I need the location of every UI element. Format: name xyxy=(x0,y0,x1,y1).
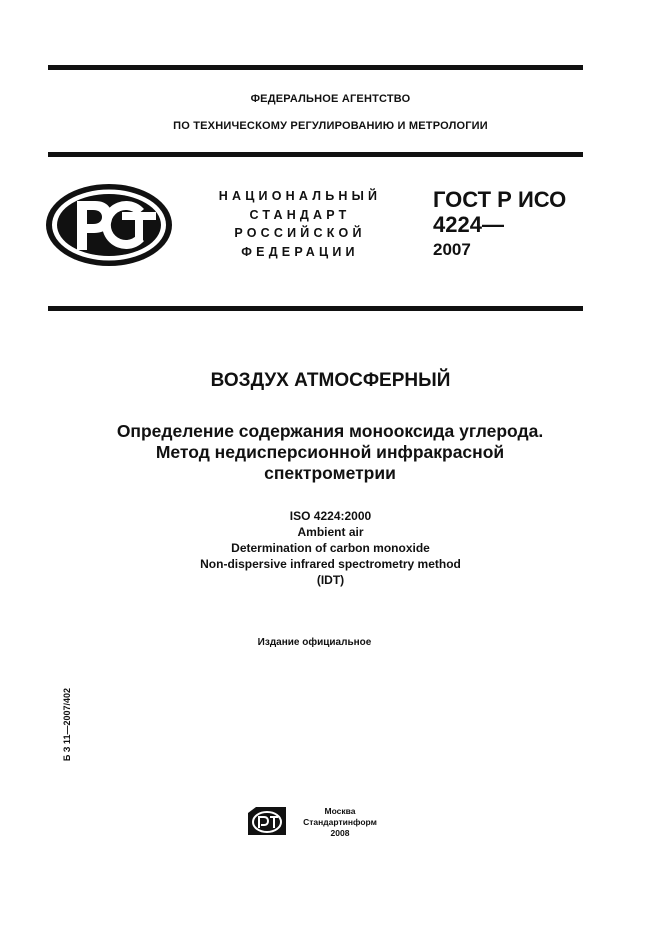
agency-line-1: ФЕДЕРАЛЬНОЕ АГЕНТСТВО xyxy=(250,93,411,105)
header-divider xyxy=(48,152,583,157)
publisher-imprint xyxy=(292,806,388,839)
iso-line-3: Determination of carbon monoxide xyxy=(231,541,430,555)
national-line-1: НАЦИОНАЛЬНЫЙ xyxy=(218,189,382,203)
iso-line-4: Non-dispersive infrared spectrometry method xyxy=(200,557,461,571)
gost-line-3: 2007 xyxy=(433,240,471,259)
standartinform-logo-icon xyxy=(246,805,288,837)
iso-line-1: ISO 4224:2000 xyxy=(289,509,372,523)
subtitle-line-1: Определение содержания монооксида углерода. xyxy=(116,421,544,441)
gost-line-1: ГОСТ Р ИСО xyxy=(433,187,567,212)
top-rule xyxy=(48,65,583,70)
gost-designation xyxy=(433,187,566,262)
edition-label: Издание официальное xyxy=(257,637,372,648)
document-subtitle xyxy=(60,421,600,484)
iso-line-2: Ambient air xyxy=(297,525,364,539)
subtitle-line-3: спектрометрии xyxy=(264,463,396,483)
publisher-city: Москва xyxy=(324,806,356,816)
iso-line-5: (IDT) xyxy=(316,573,345,587)
national-line-3: РОССИЙСКОЙ xyxy=(234,226,366,240)
agency-line-2: ПО ТЕХНИЧЕСКОМУ РЕГУЛИРОВАНИЮ И МЕТРОЛОГИИ xyxy=(173,120,488,132)
document-title: ВОЗДУХ АТМОСФЕРНЫЙ xyxy=(210,370,451,391)
rst-logo-icon xyxy=(44,182,174,268)
side-catalog-code: Б З 11—2007/402 xyxy=(62,688,72,762)
publisher-year: 2008 xyxy=(330,828,350,838)
subtitle-line-2: Метод недисперсионной инфракрасной xyxy=(155,442,505,462)
iso-reference xyxy=(0,508,661,588)
national-line-2: СТАНДАРТ xyxy=(249,207,351,222)
national-standard-block xyxy=(195,187,405,261)
publisher-name: Стандартинформ xyxy=(303,817,377,827)
title-divider xyxy=(48,306,583,311)
national-line-4: ФЕДЕРАЦИИ xyxy=(241,244,359,259)
gost-line-2: 4224— xyxy=(433,212,504,237)
